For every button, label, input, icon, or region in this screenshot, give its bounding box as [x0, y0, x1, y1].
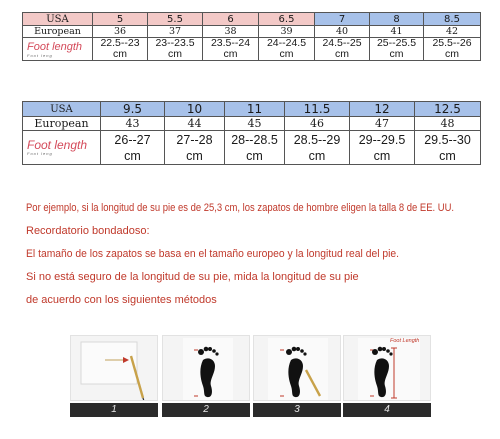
step-number: 1 [70, 403, 158, 417]
step-3 [253, 335, 341, 417]
eu-size-cell: 41 [370, 26, 424, 38]
us-size-cell: 5 [93, 13, 148, 26]
eu-size-row [23, 26, 481, 38]
eu-size-cell: 46 [285, 117, 350, 131]
foot-length-cell [424, 38, 481, 61]
foot-length-unit: cm [445, 48, 459, 60]
foot-length-unit: cm [373, 148, 391, 163]
foot-length-cell [225, 131, 285, 165]
eu-size-cell: 45 [225, 117, 285, 131]
us-size-cell: 11 [225, 102, 285, 117]
foot-length-range: 29.5--30 [424, 132, 471, 147]
step-2 [162, 335, 250, 417]
step-1 [70, 335, 158, 417]
eu-size-cell: 44 [165, 117, 225, 131]
footprint-measured-icon [343, 335, 431, 401]
us-size-cell: 12 [350, 102, 415, 117]
eu-size-cell: 47 [350, 117, 415, 131]
note-methods: de acuerdo con los siguientes métodos [26, 294, 217, 306]
step-number: 3 [253, 403, 341, 417]
foot-length-range: 23--23.5 [155, 37, 195, 49]
us-size-row [23, 13, 481, 26]
foot-length-cell [415, 131, 481, 165]
foot-length-range: 28.5--29 [293, 132, 341, 147]
foot-length-cell [259, 38, 315, 61]
note-example: Por ejemplo, si la longitud de su pie es de 25,3 cm, los zapatos de hombre eligen la talla 8 de EE. UU. [26, 202, 455, 214]
foot-length-cell [93, 38, 148, 61]
foot-length-unit: cm [223, 48, 238, 60]
size-guide-notes [26, 197, 496, 312]
foot-length-range: 24--24.5 [266, 37, 307, 49]
size-table-2 [22, 101, 481, 165]
eu-label: European [23, 117, 101, 131]
us-size-cell: 11.5 [285, 102, 350, 117]
us-size-cell: 9.5 [101, 102, 165, 117]
eu-size-cell: 42 [424, 26, 481, 38]
us-label: USA [23, 102, 101, 117]
eu-size-cell: 43 [101, 117, 165, 131]
foot-length-cell [203, 38, 259, 61]
foot-length-label-subtext: Foot leng [27, 151, 53, 156]
foot-length-row [23, 38, 481, 61]
step-number: 2 [162, 403, 250, 417]
foot-length-range: 27--28 [176, 132, 213, 147]
foot-length-range: 25.5--26 [432, 37, 472, 49]
footprint-icon [162, 335, 250, 401]
eu-size-cell: 40 [315, 26, 370, 38]
foot-length-label-text: Foot length [27, 40, 83, 53]
us-size-cell: 8 [370, 13, 424, 26]
us-size-cell: 7 [315, 13, 370, 26]
us-size-cell: 10 [165, 102, 225, 117]
us-label: USA [23, 13, 93, 26]
note-size-basis: El tamaño de los zapatos se basa en el tamaño europeo y la longitud real del pie. [26, 248, 400, 260]
us-size-row [23, 102, 481, 117]
step-4 [343, 335, 431, 417]
foot-length-cell [350, 131, 415, 165]
foot-length-cell [285, 131, 350, 165]
foot-length-label-text: Foot length [27, 138, 88, 152]
us-size-cell: 5.5 [148, 13, 203, 26]
us-size-cell: 12.5 [415, 102, 481, 117]
us-size-cell: 8.5 [424, 13, 481, 26]
foot-length-unit: cm [308, 148, 326, 163]
foot-length-unit: cm [389, 48, 404, 60]
us-size-cell: 6.5 [259, 13, 315, 26]
measuring-steps [0, 335, 500, 417]
eu-size-cell: 37 [148, 26, 203, 38]
foot-length-cell [101, 131, 165, 165]
foot-length-row [23, 131, 481, 165]
foot-length-cell [148, 38, 203, 61]
foot-length-range: 29--29.5 [358, 132, 406, 147]
note-measure-hint: Si no está seguro de la longitud de su pie, mida la longitud de su pie [26, 271, 359, 283]
eu-size-cell: 39 [259, 26, 315, 38]
eu-size-cell: 48 [415, 117, 481, 131]
eu-size-cell: 36 [93, 26, 148, 38]
footprint-with-pencil-icon [253, 335, 341, 401]
foot-length-cell [165, 131, 225, 165]
foot-length-unit: cm [168, 48, 182, 60]
foot-length-range: 22.5--23 [100, 37, 140, 49]
eu-size-cell: 38 [203, 26, 259, 38]
eu-size-row [23, 117, 481, 131]
foot-length-range: 24.5--25 [322, 37, 362, 49]
foot-length-unit: cm [113, 48, 127, 60]
step-number: 4 [343, 403, 431, 417]
foot-length-range: 23.5--24 [210, 37, 251, 49]
foot-length-unit: cm [246, 148, 263, 163]
us-size-cell: 6 [203, 13, 259, 26]
foot-length-range: 25--25.5 [376, 37, 417, 49]
foot-length-cell [315, 38, 370, 61]
paper-and-pencil-icon [70, 335, 158, 401]
size-table-1 [22, 12, 481, 61]
foot-length-range: 28--28.5 [231, 132, 278, 147]
foot-length-unit: cm [279, 48, 294, 60]
foot-length-label-subtext: Foot leng [27, 52, 53, 58]
foot-length-cell [370, 38, 424, 61]
foot-length-unit: cm [335, 48, 349, 60]
foot-length-range: 26--27 [114, 132, 151, 147]
foot-length-unit: cm [439, 148, 456, 163]
foot-length-unit: cm [186, 148, 203, 163]
foot-length-label [23, 131, 101, 165]
foot-length-unit: cm [124, 148, 141, 163]
eu-label: European [23, 26, 93, 38]
foot-length-annotation: Foot Length [390, 338, 420, 344]
note-reminder-heading: Recordatorio bondadoso: [26, 225, 150, 237]
foot-length-label [23, 38, 93, 61]
